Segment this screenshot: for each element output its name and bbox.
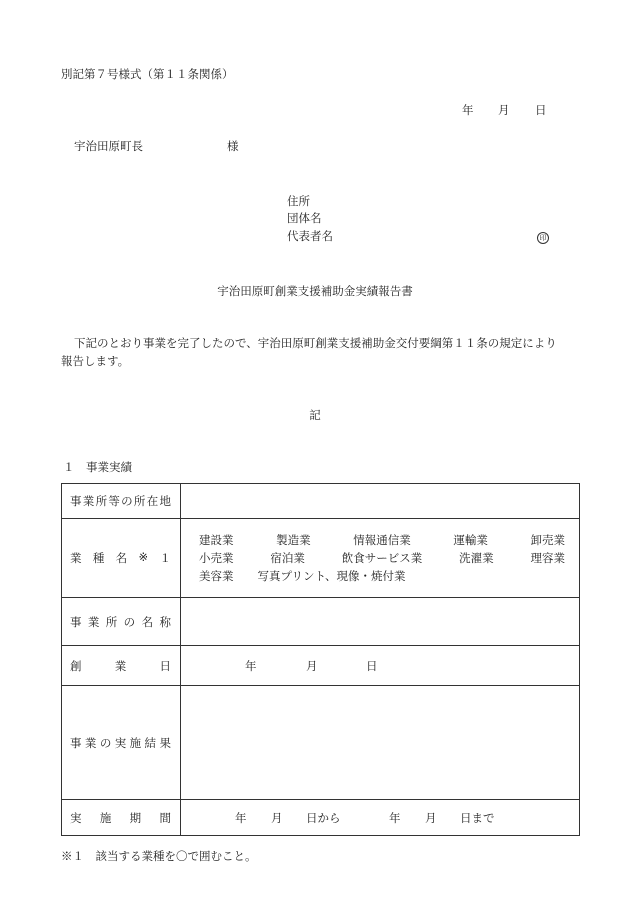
label-char: 果	[159, 735, 171, 750]
label-char: 所	[133, 494, 146, 508]
label-char: 事	[70, 494, 82, 508]
result-label	[62, 735, 180, 751]
industry-option[interactable]: 卸売業	[530, 533, 565, 547]
founding-date-fields	[181, 646, 579, 685]
label-char: 期	[129, 810, 142, 825]
representative-label: 代表者名	[287, 229, 333, 243]
industry-label	[62, 550, 180, 566]
row-founding-date	[62, 646, 580, 686]
result-label-cell	[62, 686, 181, 800]
label-char: 業	[84, 735, 97, 750]
addressee-honorific: 様	[227, 139, 239, 153]
ki-heading: 記	[309, 408, 321, 422]
label-char: 業	[87, 614, 100, 629]
founding-date-label-cell	[62, 646, 181, 686]
row-implementation-period	[62, 800, 580, 836]
label-char: 間	[159, 810, 171, 825]
industry-option[interactable]: 美容業	[199, 569, 234, 583]
industry-option[interactable]: 製造業	[276, 533, 311, 547]
label-char: １	[159, 551, 171, 565]
label-char: 日	[159, 658, 171, 673]
label-char: 事	[70, 735, 82, 750]
label-char: 等	[108, 494, 120, 508]
founding-month-unit: 月	[306, 658, 318, 673]
row-implementation-result	[62, 686, 580, 800]
label-char: の	[123, 614, 136, 629]
row-business-name	[62, 598, 580, 646]
form-number: 別記第７号様式（第１１条関係）	[61, 67, 234, 81]
label-char: 称	[159, 614, 171, 629]
industry-row-3	[181, 567, 579, 585]
label-char: 地	[159, 494, 171, 508]
section-heading: １ 事業実績	[63, 460, 132, 474]
label-char: 実	[114, 735, 127, 750]
report-table	[61, 483, 580, 836]
period-end-month-unit: 月	[425, 810, 437, 825]
label-char: 在	[146, 494, 159, 508]
row-location	[62, 484, 580, 519]
business-name-label-cell	[62, 598, 181, 646]
location-label	[62, 493, 180, 509]
founding-date-value-cell[interactable]	[181, 646, 580, 686]
period-label-cell	[62, 800, 181, 836]
industry-label-cell	[62, 519, 181, 598]
location-value-cell[interactable]	[181, 484, 580, 519]
period-start-year-unit: 年	[235, 810, 247, 825]
location-label-cell	[62, 484, 181, 519]
label-char: 名	[141, 614, 154, 629]
industry-option[interactable]: 小売業	[199, 551, 234, 565]
industry-option[interactable]: 洗濯業	[459, 551, 494, 565]
label-char: の	[99, 735, 112, 750]
footnote: ※１ 該当する業種を〇で囲むこと。	[61, 849, 257, 863]
date-day-unit: 日	[535, 103, 547, 117]
period-start-month-unit: 月	[271, 810, 283, 825]
industry-row-1	[181, 531, 579, 549]
label-char: 業	[82, 494, 95, 508]
industry-row-2	[181, 549, 579, 567]
seal-mark-icon	[537, 231, 549, 244]
document-title: 宇治田原町創業支援補助金実績報告書	[217, 284, 413, 298]
row-industry	[62, 519, 580, 598]
seal-mark: 印	[537, 232, 549, 244]
label-char: 結	[144, 735, 157, 750]
industry-option[interactable]: 運輸業	[453, 533, 488, 547]
business-name-label	[62, 614, 180, 630]
body-text-line1: 下記のとおり事業を完了したので、宇治田原町創業支援補助金交付要綱第１１条の規定により	[74, 336, 557, 350]
period-start-day-from: 日から	[306, 810, 341, 825]
body-text-line2: 報告します。	[61, 354, 130, 368]
industry-option[interactable]: 理容業	[530, 551, 565, 565]
founding-day-unit: 日	[366, 658, 378, 673]
label-char: 所	[105, 614, 118, 629]
industry-option[interactable]: 建設業	[199, 533, 234, 547]
label-char: 実	[70, 810, 82, 825]
industry-option[interactable]: 写真プリント、現像・焼付業	[257, 569, 406, 583]
label-char: 所	[95, 494, 108, 508]
label-char: 創	[70, 658, 82, 673]
group-name-label: 団体名	[287, 211, 322, 225]
label-char: 事	[70, 614, 82, 629]
label-char: 施	[99, 810, 112, 825]
addressee-name: 宇治田原町長	[74, 139, 143, 153]
label-char: 種	[92, 551, 105, 565]
period-label	[62, 810, 180, 826]
result-value-cell[interactable]	[181, 686, 580, 800]
founding-date-label	[62, 658, 180, 674]
label-char: 名	[115, 551, 128, 565]
label-char: の	[121, 494, 133, 508]
period-end-year-unit: 年	[389, 810, 401, 825]
date-year-unit: 年	[462, 103, 474, 117]
address-label: 住所	[287, 194, 310, 208]
label-char: 施	[129, 735, 142, 750]
date-month-unit: 月	[498, 103, 510, 117]
period-value-cell[interactable]	[181, 800, 580, 836]
industry-option[interactable]: 情報通信業	[353, 533, 411, 547]
label-char: 業	[70, 551, 82, 565]
industry-option[interactable]: 飲食サービス業	[341, 551, 423, 565]
business-name-value-cell[interactable]	[181, 598, 580, 646]
founding-year-unit: 年	[245, 658, 257, 673]
label-char: ※	[138, 550, 149, 564]
label-char: 業	[114, 658, 127, 673]
industry-options-cell	[181, 519, 580, 598]
period-end-day-to: 日まで	[460, 810, 495, 825]
industry-option[interactable]: 宿泊業	[270, 551, 305, 565]
period-fields	[181, 800, 579, 835]
